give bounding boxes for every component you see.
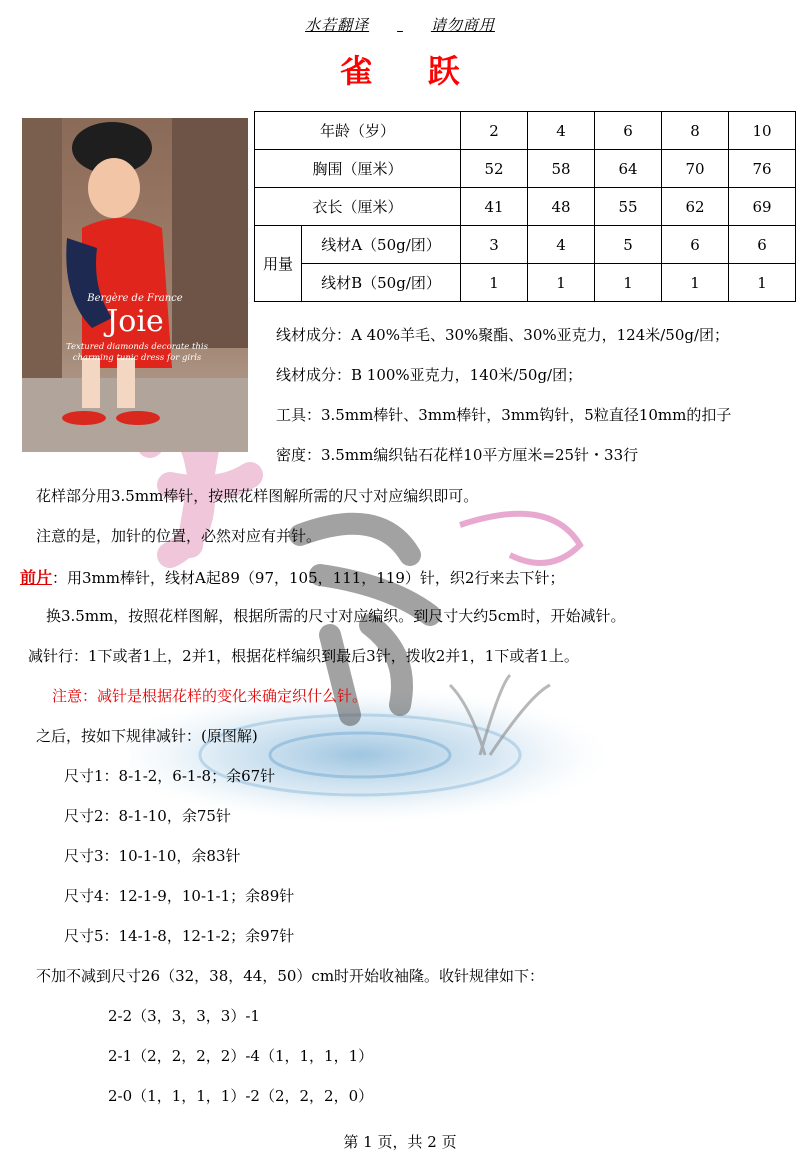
table-cell: 3 [461,226,528,264]
age-label: 年龄（岁） [255,112,461,150]
table-cell: 1 [662,264,729,302]
tools-text: 工具：3.5mm棒针、3mm棒针，3mm钩针，5粒直径10mm的扣子 [276,406,732,424]
table-cell: 52 [461,150,528,188]
cover-photo [22,118,248,452]
page-header [0,14,800,35]
table-row-age [255,112,796,150]
cover-subtitle: Textured diamonds decorate this charming tunic dress for girls [66,342,208,363]
table-cell: 69 [729,188,796,226]
front-piece-label: 前片 [20,568,53,587]
table-cell: 1 [729,264,796,302]
size1-text: 尺寸1：8-1-2，6-1-8；余67针 [64,767,276,785]
table-cell: 55 [595,188,662,226]
red-note-text: 注意：减针是根据花样的变化来确定织什么针。 [52,687,368,705]
table-cell: 41 [461,188,528,226]
size5-text: 尺寸5：14-1-8，12-1-2；余97针 [64,927,295,945]
girl-photo-image [22,118,248,452]
header-translator: 水若翻译 [305,16,370,34]
table-cell: 76 [729,150,796,188]
table-cell: 6 [662,226,729,264]
table-cell: 2 [461,112,528,150]
material-b-text: 线材成分：B 100%亚克力，140米/50g/团； [276,366,583,384]
table-cell: 70 [662,150,729,188]
gauge-text: 密度：3.5mm编织钻石花样10平方厘米=25针・33行 [276,446,639,464]
table-cell: 58 [528,150,595,188]
table-cell: 6 [595,112,662,150]
rule3-text: 2-0（1，1，1，1）-2（2，2，2，0） [108,1087,374,1105]
table-cell: 1 [595,264,662,302]
attention-text: 注意的是，加针的位置，必然对应有并针。 [36,527,322,545]
rule1-text: 2-2（3，3，3，3）-1 [108,1007,260,1025]
table-cell: 5 [595,226,662,264]
front-piece-text: ：用3mm棒针，线材A起89（97，105，111，119）针，织2行来去下针； [52,569,565,587]
switch-needle-text: 换3.5mm，按照花样图解，根据所需的尺寸对应编织。到尺寸大约5cm时，开始减针。 [46,607,626,625]
table-cell: 48 [528,188,595,226]
table-row-yarn-a [255,226,796,264]
table-row-length [255,188,796,226]
front-piece-line [20,565,564,588]
header-notice: 请勿商用 [430,16,495,34]
after-text: 之后，按如下规律减针：(原图解) [36,727,258,745]
table-row-yarn-b [255,264,796,302]
rule2-text: 2-1（2，2，2，2）-4（1，1，1，1） [108,1047,374,1065]
yarn-a-label: 线材A（50g/团） [302,226,461,264]
page-footer: 第 1 页，共 2 页 [343,1133,457,1151]
table-cell: 1 [461,264,528,302]
cover-brand: Bergère de France [87,293,183,304]
decrease-row-text: 减针行：1下或者1上，2并1，根据花样编织到最后3针，拨收2并1，1下或者1上。 [28,647,579,665]
table-cell: 6 [729,226,796,264]
armhole-text: 不加不减到尺寸26（32，38，44，50）cm时开始收袖隆。收针规律如下： [36,967,545,985]
length-label: 衣长（厘米） [255,188,461,226]
table-cell: 62 [662,188,729,226]
size2-text: 尺寸2：8-1-10，余75针 [64,807,231,825]
cover-title: Joie [106,304,164,339]
chest-label: 胸围（厘米） [255,150,461,188]
yarn-b-label: 线材B（50g/团） [302,264,461,302]
table-cell: 1 [528,264,595,302]
size4-text: 尺寸4：12-1-9，10-1-1；余89针 [64,887,295,905]
page-title: 雀 跃 [340,52,482,90]
size3-text: 尺寸3：10-1-10，余83针 [64,847,241,865]
table-cell: 10 [729,112,796,150]
usage-label: 用量 [255,226,302,302]
material-a-text: 线材成分：A 40%羊毛、30%聚酯、30%亚克力，124米/50g/团； [276,326,730,344]
table-cell: 4 [528,226,595,264]
pattern-note-text: 花样部分用3.5mm棒针，按照花样图解所需的尺寸对应编织即可。 [36,487,479,505]
table-row-chest [255,150,796,188]
size-table [254,111,796,302]
table-cell: 8 [662,112,729,150]
table-cell: 64 [595,150,662,188]
table-cell: 4 [528,112,595,150]
